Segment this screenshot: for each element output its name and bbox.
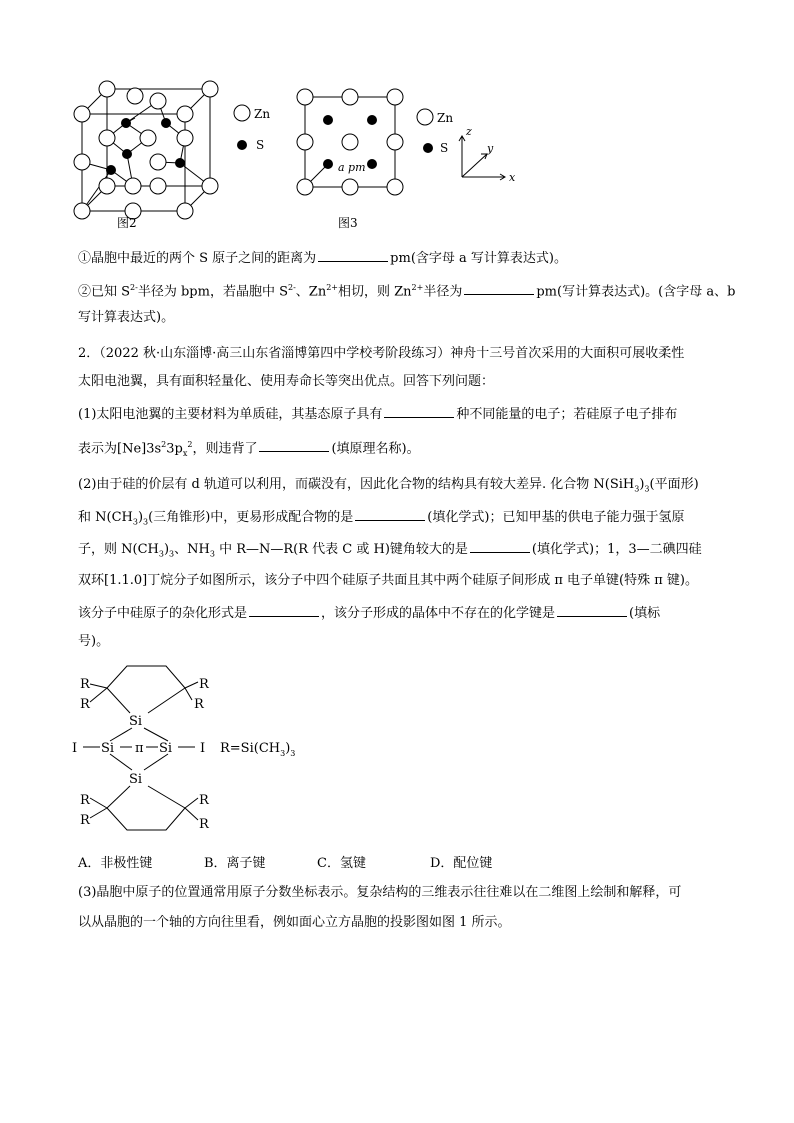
fig2-legend-zn: Zn xyxy=(254,107,271,121)
q2-sub2-text: 中 R—N—R(R 代表 C 或 H)键角较大的是 xyxy=(214,542,468,557)
figure-3-projection xyxy=(292,84,524,204)
q1-part2-text: 半径为 bpm，若晶胞中 S xyxy=(137,284,288,300)
fig3-legend-s: S xyxy=(440,141,449,155)
q2-sub1-line1 xyxy=(78,405,728,424)
charge: 2- xyxy=(288,283,296,292)
mol-r-label: R xyxy=(194,697,204,712)
q1-part2-text: 相切，则 Zn xyxy=(338,284,412,300)
molecule-diagram xyxy=(70,658,330,838)
q2-sub2-text: 和 N(CH xyxy=(78,510,133,525)
q2-sub2-text: (填化学式)；1，3—二碘四硅 xyxy=(531,542,702,557)
q1-part2-cont: 写计算表达式)。 xyxy=(78,310,175,325)
q2-sub2-blank2[interactable] xyxy=(470,540,530,553)
fig3-distance-label: a pm xyxy=(338,161,366,174)
q2-sub2-blank1[interactable] xyxy=(355,508,425,521)
q2-sub1-blank1[interactable] xyxy=(384,405,454,418)
q2-sub2-line5 xyxy=(78,604,728,623)
q2-sub2-text: 该分子中硅原子的杂化形式是 xyxy=(78,606,248,621)
axis-x-label: x xyxy=(509,171,516,184)
mol-r-label: R xyxy=(199,817,209,832)
q2-sub2-text: (填化学式)；已知甲基的供电子能力强于氢原 xyxy=(427,510,685,525)
q2-sub2-line1 xyxy=(78,476,728,499)
q2-sub1-text: 种不同能量的电子；若硅原子电子排布 xyxy=(456,407,678,422)
q2-sub1-text: 表示为[Ne]3s xyxy=(78,441,162,457)
q2-sub2-text: (2)由于硅的价层有 d 轨道可以利用，而碳没有，因此化合物的结构具有较大差异. 化合物 N(SiH xyxy=(78,477,635,492)
q1-part2-text: pm(写计算表达式)。(含字母 a、b xyxy=(536,284,736,300)
subscript: 3 xyxy=(158,549,164,559)
figure-2-zns-unit-cell xyxy=(70,76,285,236)
mol-si-label: Si xyxy=(129,714,143,729)
subscript: 3 xyxy=(143,517,149,527)
axis-y-label: y xyxy=(487,142,494,155)
mol-si-label: Si xyxy=(101,741,115,756)
q2-sub1-text: (填原理名称)。 xyxy=(331,441,420,457)
subscript: 3 xyxy=(169,549,175,559)
q2-sub2-line3 xyxy=(78,540,728,564)
q1-part1-text-a: ①晶胞中最近的两个 S 原子之间的距离为 xyxy=(78,251,317,266)
superscript: 2 xyxy=(187,440,193,449)
q2-sub1-line2 xyxy=(78,436,728,463)
subscript: 3 xyxy=(209,549,215,559)
superscript: 2 xyxy=(161,440,167,449)
q2-sub2-text: 、NH xyxy=(174,542,210,557)
q2-sub2-text: 子，则 N(CH xyxy=(78,542,159,557)
figure-3-caption: 图3 xyxy=(338,216,358,230)
q2-sub2-line4: 双环[1.1.0]丁烷分子如图所示，该分子中四个硅原子共面且其中两个硅原子间形成 π 电子单键(特殊 π 键)。 xyxy=(78,573,698,588)
q2-intro-line2: 太阳电池翼，具有面积轻量化、使用寿命长等突出优点。回答下列问题： xyxy=(78,374,495,389)
q2-sub2-text: (平面形) xyxy=(649,477,699,492)
mol-r-label: R xyxy=(199,677,209,692)
option-c[interactable]: C．氢键 xyxy=(317,856,366,871)
mol-i-label: I xyxy=(200,741,206,756)
mol-r-label: R xyxy=(80,697,90,712)
option-d[interactable]: D．配位键 xyxy=(430,856,493,871)
mol-r-label: R xyxy=(199,793,209,808)
mol-r-label: R xyxy=(80,677,90,692)
mol-r-label: R xyxy=(80,813,90,828)
option-a[interactable]: A．非极性键 xyxy=(78,856,153,871)
q2-sub1-blank2[interactable] xyxy=(259,439,329,452)
q2-sub2-line2 xyxy=(78,508,728,532)
fig3-legend-zn: Zn xyxy=(437,111,454,125)
q2-sub2-text: ) xyxy=(639,477,645,492)
q1-part2 xyxy=(78,279,736,301)
q2-sub1-text: ，则违背了 xyxy=(192,441,258,457)
charge: 2+ xyxy=(411,283,424,292)
charge: 2- xyxy=(130,283,138,292)
subscript: x xyxy=(182,448,188,458)
q1-part2-text: 半径为 xyxy=(423,284,463,300)
mol-r-label: R xyxy=(80,793,90,808)
q2-sub3-line1: (3)晶胞中原子的位置通常用原子分数坐标表示。复杂结构的三维表示往往难以在二维图上绘制和解释，可 xyxy=(78,885,682,900)
mol-si-label: Si xyxy=(159,741,173,756)
subscript: 3 xyxy=(132,517,138,527)
q1-part2-blank[interactable] xyxy=(464,282,534,295)
q1-part1-text-b: pm(含字母 a 写计算表达式)。 xyxy=(390,251,567,266)
mol-i-label: I xyxy=(72,741,78,756)
q2-intro-line1: 2．（2022 秋·山东淄博·高三山东省淄博第四中学校考阶段练习）神舟十三号首次采用的大面积可展收柔性 xyxy=(78,346,685,361)
axis-z-label: z xyxy=(466,125,472,138)
q1-part1-blank[interactable] xyxy=(318,249,388,262)
q2-sub2-text: ) xyxy=(137,510,144,525)
charge: 2+ xyxy=(326,283,338,292)
q1-part1 xyxy=(78,249,728,268)
figure-2-caption: 图2 xyxy=(117,216,137,230)
fig2-legend-s: S xyxy=(256,138,265,152)
q2-sub2-blank4[interactable] xyxy=(557,604,627,617)
mol-formula: $R=Si(CH_3)_3$ xyxy=(220,741,296,758)
mol-pi-label: π xyxy=(135,741,144,756)
q2-sub3-line2: 以从晶胞的一个轴的方向往里看，例如面心立方晶胞的投影图如图 1 所示。 xyxy=(78,915,511,930)
q2-sub2-text: (填标 xyxy=(629,606,661,621)
subscript: 3 xyxy=(634,484,640,494)
q1-part2-text: 、Zn xyxy=(295,284,327,300)
q2-sub2-blank3[interactable] xyxy=(249,604,319,617)
zn-atoms xyxy=(74,81,218,219)
q2-sub1-text: 3p xyxy=(166,441,183,457)
mol-si-label: Si xyxy=(129,772,143,787)
q2-sub2-line6: 号)。 xyxy=(78,634,110,649)
subscript: 3 xyxy=(644,484,650,494)
option-b[interactable]: B．离子键 xyxy=(204,856,266,871)
q2-sub2-text: ，该分子形成的晶体中不存在的化学键是 xyxy=(321,606,556,621)
cube-edges xyxy=(82,89,210,211)
q2-sub2-text: ) xyxy=(163,542,170,557)
q2-sub1-text: (1)太阳电池翼的主要材料为单质硅，其基态原子具有 xyxy=(78,407,383,422)
q1-part2-text: ②已知 S xyxy=(78,284,131,300)
q2-sub2-text: (三角锥形)中，更易形成配合物的是 xyxy=(148,510,354,525)
fig3-axes xyxy=(459,136,505,180)
